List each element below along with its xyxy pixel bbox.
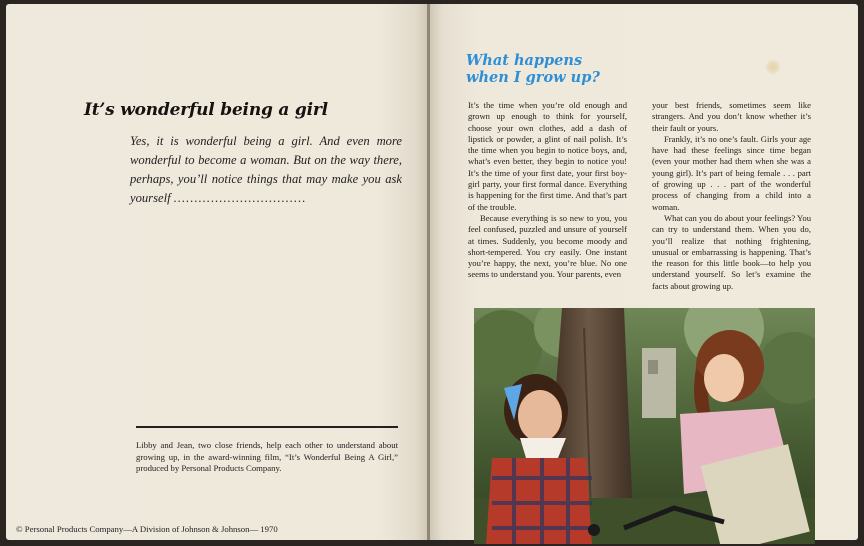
- left-page-intro: [130, 132, 402, 208]
- right-page: [430, 4, 858, 540]
- left-page: [6, 4, 428, 540]
- paper-stain: [766, 60, 780, 74]
- right-title-line-2: when I grow up?: [466, 69, 600, 86]
- column1-paragraph-2: Because everything is so new to you, you feel confused, puzzled and unsure of yourself at times. Suddenly, you become moody and short-tempered. You cry easily. One instant you’re happy, the next, you’re blue. No one seems to understand you. Your parents, even: [468, 212, 627, 280]
- text-column-1: [468, 100, 627, 281]
- column1-paragraph-1: It’s the time when you’re old enough and grown up enough to think for yourself, choose your own clothes, add a dash of lipstick or powder, a glint of nail polish. It’s the time when you begin to notice boys, and, what’s even better, they begin to notice you! It’s the time of your first date, your first boy-girl party, your first formal dance. Everything is happening for the first time. And that’s part of the trouble.: [468, 100, 627, 212]
- right-title-line-1: What happens: [466, 52, 583, 69]
- intro-text: Yes, it is wonderful being a girl. And even more wonderful to become a woman. But on the way there, perhaps, you’ll notice things that may make you ask yourself: [130, 134, 402, 205]
- text-column-2: [652, 100, 811, 292]
- column2-paragraph-3: What can you do about your feelings? You can try to understand them. When you do, you’ll realize that nothing frightening, unusual or embarrassing is happening. That’s the reason for this little book—to help you understand yourself. So let’s examine the facts about growing up.: [652, 212, 811, 291]
- column2-paragraph-1: your best friends, sometimes seem like strangers. And you don’t know whether it’s their fault or yours.: [652, 100, 811, 133]
- film-still-two-girls-bicycle-icon: [474, 308, 815, 544]
- column2-paragraph-2: Frankly, it’s no one’s fault. Girls your age have had these feelings since time began (even your mother had them when she was a young girl). It’s part of being female . . . part of growing up . . . part of the wonderful process of changing from a child into a woman.: [652, 133, 811, 212]
- film-still-photo: [474, 308, 815, 544]
- photo-caption: Libby and Jean, two close friends, help each other to understand about growing up, in the award-winning film, “It’s Wonderful Being A Girl,” produced by Personal Products Company.: [136, 440, 398, 473]
- left-page-title: It’s wonderful being a girl: [84, 100, 328, 120]
- caption-divider: [136, 426, 398, 428]
- copyright-line: © Personal Products Company—A Division of Johnson & Johnson— 1970: [16, 524, 278, 534]
- intro-leader-dots: ................................: [173, 191, 307, 205]
- right-page-title: [466, 52, 666, 86]
